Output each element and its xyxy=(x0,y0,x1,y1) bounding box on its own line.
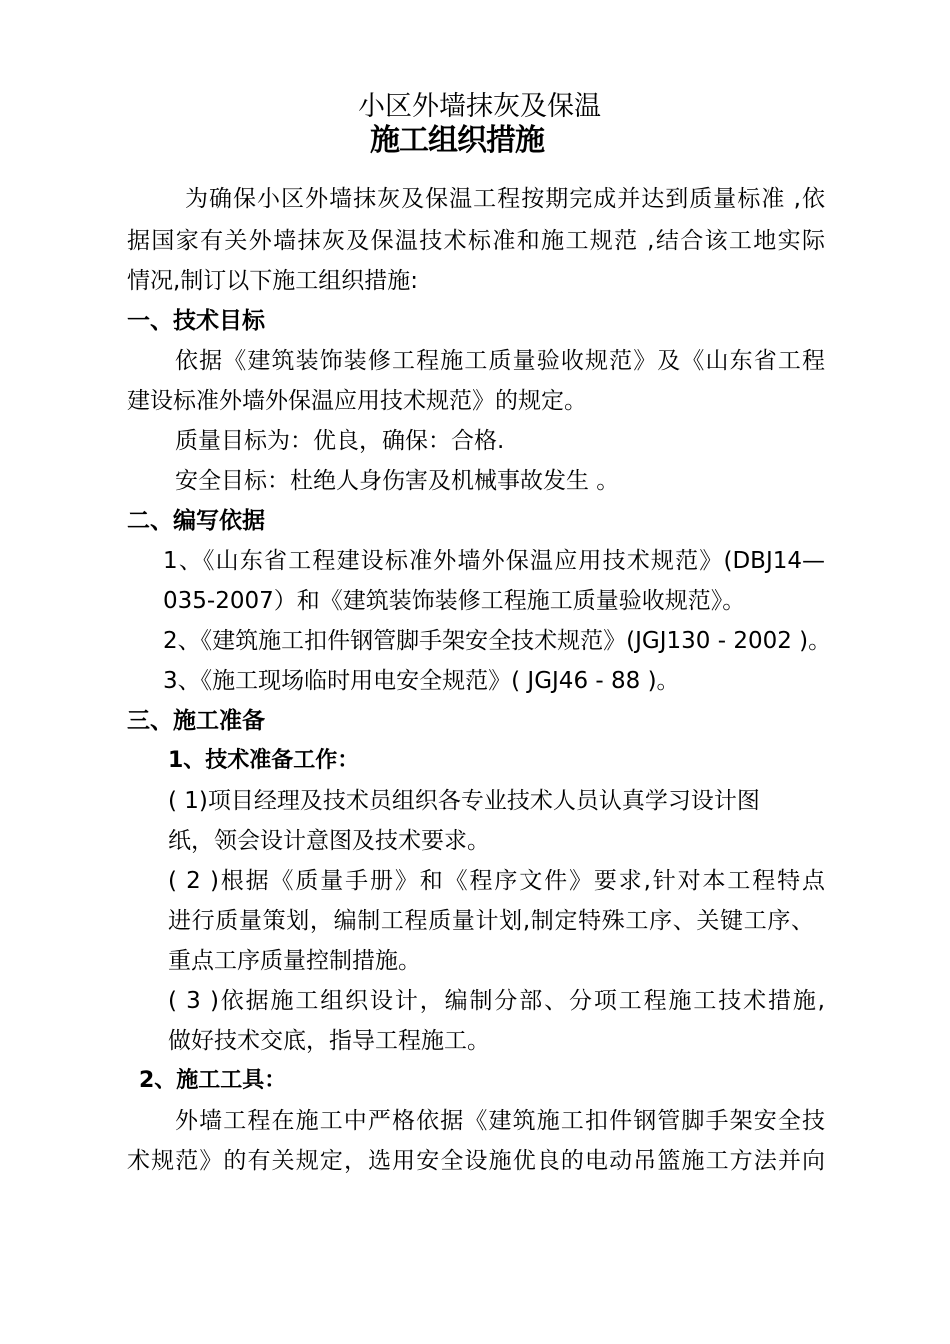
quality-target: 质量目标为：优良，确保：合格. xyxy=(175,428,505,454)
section-1-basis-line-2: 建设标准外墙外保温应用技术规范》的规定。 xyxy=(127,388,587,414)
reference-item: 035-2007）和《建筑装饰装修工程施工质量验收规范》。 xyxy=(163,588,746,614)
intro-line-1: 为确保小区外墙抹灰及保温工程按期完成并达到质量标准 ,依 xyxy=(185,186,825,212)
tools-line: 术规范》的有关规定，选用安全设施优良的电动吊篮施工方法并向 xyxy=(127,1148,825,1174)
technical-prep-line: 纸，领会设计意图及技术要求。 xyxy=(168,828,490,854)
technical-prep-line: ( 2 )根据《质量手册》和《程序文件》要求,针对本工程特点 xyxy=(168,868,825,894)
section-2-heading: 二、编写依据 xyxy=(127,508,265,534)
intro-line-3: 情况,制订以下施工组织措施: xyxy=(127,268,419,294)
section-1-heading: 一、技术目标 xyxy=(127,308,265,334)
document-subtitle: 施工组织措施 xyxy=(370,123,544,158)
section-1-basis-line-1: 依据《建筑装饰装修工程施工质量验收规范》及《山东省工程 xyxy=(175,348,825,374)
subsection-1-heading: 1、技术准备工作： xyxy=(168,748,360,773)
subsection-2-heading: 2、施工工具： xyxy=(139,1068,287,1093)
section-3-heading: 三、施工准备 xyxy=(127,708,265,734)
reference-item: 1、《山东省工程建设标准外墙外保温应用技术规范》(DBJ14— xyxy=(163,548,825,574)
document-title: 小区外墙抹灰及保温 xyxy=(358,91,601,122)
safety-target: 安全目标：杜绝人身伤害及机械事故发生 。 xyxy=(175,468,620,494)
tools-line: 外墙工程在施工中严格依据《建筑施工扣件钢管脚手架安全技 xyxy=(175,1108,825,1134)
technical-prep-line: ( 1)项目经理及技术员组织各专业技术人员认真学习设计图 xyxy=(168,788,760,814)
technical-prep-line: 重点工序质量控制措施。 xyxy=(168,948,421,974)
reference-item: 2、《建筑施工扣件钢管脚手架安全技术规范》(JGJ130 - 2002 )。 xyxy=(163,628,832,654)
technical-prep-line: 进行质量策划，编制工程质量计划,制定特殊工序、关键工序、 xyxy=(168,908,814,934)
technical-prep-line: 做好技术交底，指导工程施工。 xyxy=(168,1028,490,1054)
intro-line-2: 据国家有关外墙抹灰及保温技术标准和施工规范 ,结合该工地实际 xyxy=(127,228,825,254)
technical-prep-line: ( 3 )依据施工组织设计，编制分部、分项工程施工技术措施, xyxy=(168,988,825,1014)
reference-item: 3、《施工现场临时用电安全规范》( JGJ46 - 88 )。 xyxy=(163,668,680,694)
